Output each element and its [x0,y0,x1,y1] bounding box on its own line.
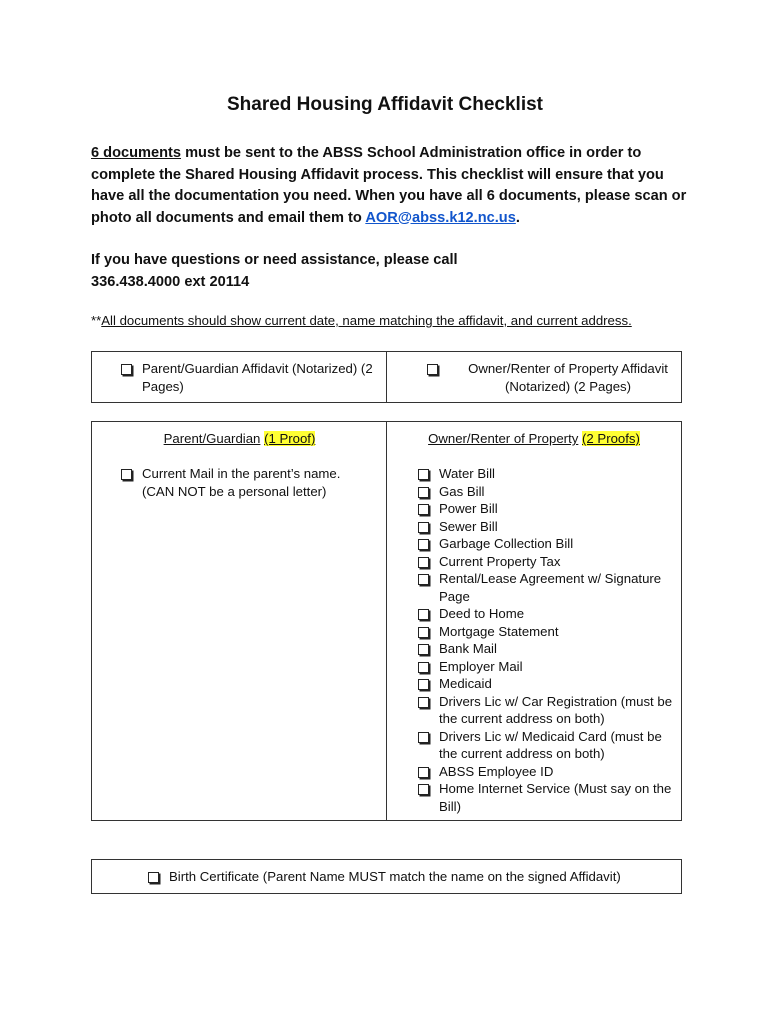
intro-text: must be sent to the ABSS School Administration office in order to complete the Shared Housing Affidavit process. This checklist will ensure that you have all the documentation you need. When you have all 6 documents, please scan or photo all documents and email them to [91,145,687,226]
item-label: Medicaid [439,676,492,691]
item-label: Current Mail in the parent’s name. (CAN NOT be a personal letter) [142,466,341,499]
checkbox-icon[interactable] [418,784,429,795]
contact-line: If you have questions or need assistance, please call [91,252,458,268]
proof-count-highlight: (1 Proof) [264,431,316,446]
checklist-item[interactable] [418,605,676,623]
checkbox-icon[interactable] [418,539,429,550]
checklist-item[interactable] [418,483,676,501]
checklist-item[interactable] [418,500,676,518]
checklist-item[interactable] [418,535,676,553]
checklist-item[interactable] [418,570,676,605]
item-label: Employer Mail [439,658,523,674]
checklist-item[interactable] [418,763,676,781]
intro-text-end: . [515,209,520,226]
checkbox-icon[interactable] [418,662,429,673]
proof-count-highlight: (2 Proofs) [582,431,640,446]
item-label: Drivers Lic w/ Car Registration (must be the current address on both) [439,693,673,726]
intro-paragraph [91,143,691,229]
item-label: ABSS Employee ID [439,763,554,779]
checkbox-icon[interactable] [121,364,132,375]
item-label: Power Bill [439,501,498,516]
checklist-item[interactable] [418,658,676,676]
checklist-item[interactable] [418,623,676,641]
item-label: Home Internet Service (Must say on the Bill) [439,781,672,814]
item-label: Parent/Guardian Affidavit (Notarized) (2 Pages) [142,361,373,394]
checkbox-icon[interactable] [418,627,429,638]
document-count: 6 documents [91,145,182,161]
checkbox-icon[interactable] [418,697,429,708]
checklist-item[interactable] [418,640,676,658]
checklist-item[interactable] [418,465,676,483]
owner-proofs-list [418,465,676,815]
item-label: Gas Bill [439,483,485,499]
checkbox-icon[interactable] [418,522,429,533]
checkbox-icon[interactable] [418,469,429,480]
checkbox-icon[interactable] [418,732,429,743]
checklist-item[interactable] [418,693,676,728]
parent-proofs-column [92,422,387,820]
checklist-item[interactable] [121,360,392,395]
item-label: Rental/Lease Agreement w/ Signature Page [439,571,662,604]
checklist-item[interactable] [121,465,361,500]
parent-proofs-header: Parent/Guardian (1 Proof) [163,431,316,446]
item-label: Sewer Bill [439,518,498,534]
checkbox-icon[interactable] [418,767,429,778]
item-label: Owner/Renter of Property Affidavit (Notarized) (2 Pages) [468,361,668,394]
item-label: Birth Certificate (Parent Name MUST match the name on the signed Affidavit) [169,869,621,884]
checklist-item[interactable] [418,675,676,693]
item-label: Drivers Lic w/ Medicaid Card (must be the current address on both) [439,728,662,761]
checkbox-icon[interactable] [418,504,429,515]
item-label: Deed to Home [439,606,525,621]
requirements-note [91,313,691,328]
email-link[interactable]: AOR@abss.k12.nc.us [365,209,516,226]
checklist-item[interactable] [418,728,676,763]
item-label: Current Property Tax [439,553,561,569]
affidavit-right-cell [387,352,681,402]
checklist-item[interactable] [418,780,676,815]
note-prefix: ** [91,313,102,328]
checklist-item[interactable] [418,553,676,571]
checklist-item[interactable] [427,360,688,395]
checkbox-icon[interactable] [418,679,429,690]
affidavits-box [91,351,682,403]
parent-proofs-list [121,465,361,500]
checkbox-icon[interactable] [418,557,429,568]
page-title: Shared Housing Affidavit Checklist [226,94,543,115]
proofs-box [91,421,682,821]
note-text: All documents should show current date, name matching the affidavit, and current address. [101,313,632,328]
checklist-item[interactable] [148,868,689,886]
contact-info [91,250,691,293]
item-label: Bank Mail [439,641,497,656]
item-label: Mortgage Statement [439,623,559,639]
item-label: Garbage Collection Bill [439,536,574,551]
owner-proofs-header: Owner/Renter of Property (2 Proofs) [428,431,640,446]
contact-phone: 336.438.4000 ext 20114 [91,273,250,290]
checklist-item[interactable] [418,518,676,536]
checkbox-icon[interactable] [418,487,429,498]
owner-proofs-column [387,422,681,820]
checkbox-icon[interactable] [418,609,429,620]
checkbox-icon[interactable] [418,574,429,585]
affidavit-left-cell [92,352,387,402]
checkbox-icon[interactable] [427,364,438,375]
checkbox-icon[interactable] [148,872,159,883]
birth-certificate-box [91,859,682,894]
item-label: Water Bill [439,466,495,481]
checkbox-icon[interactable] [418,644,429,655]
checkbox-icon[interactable] [121,469,132,480]
